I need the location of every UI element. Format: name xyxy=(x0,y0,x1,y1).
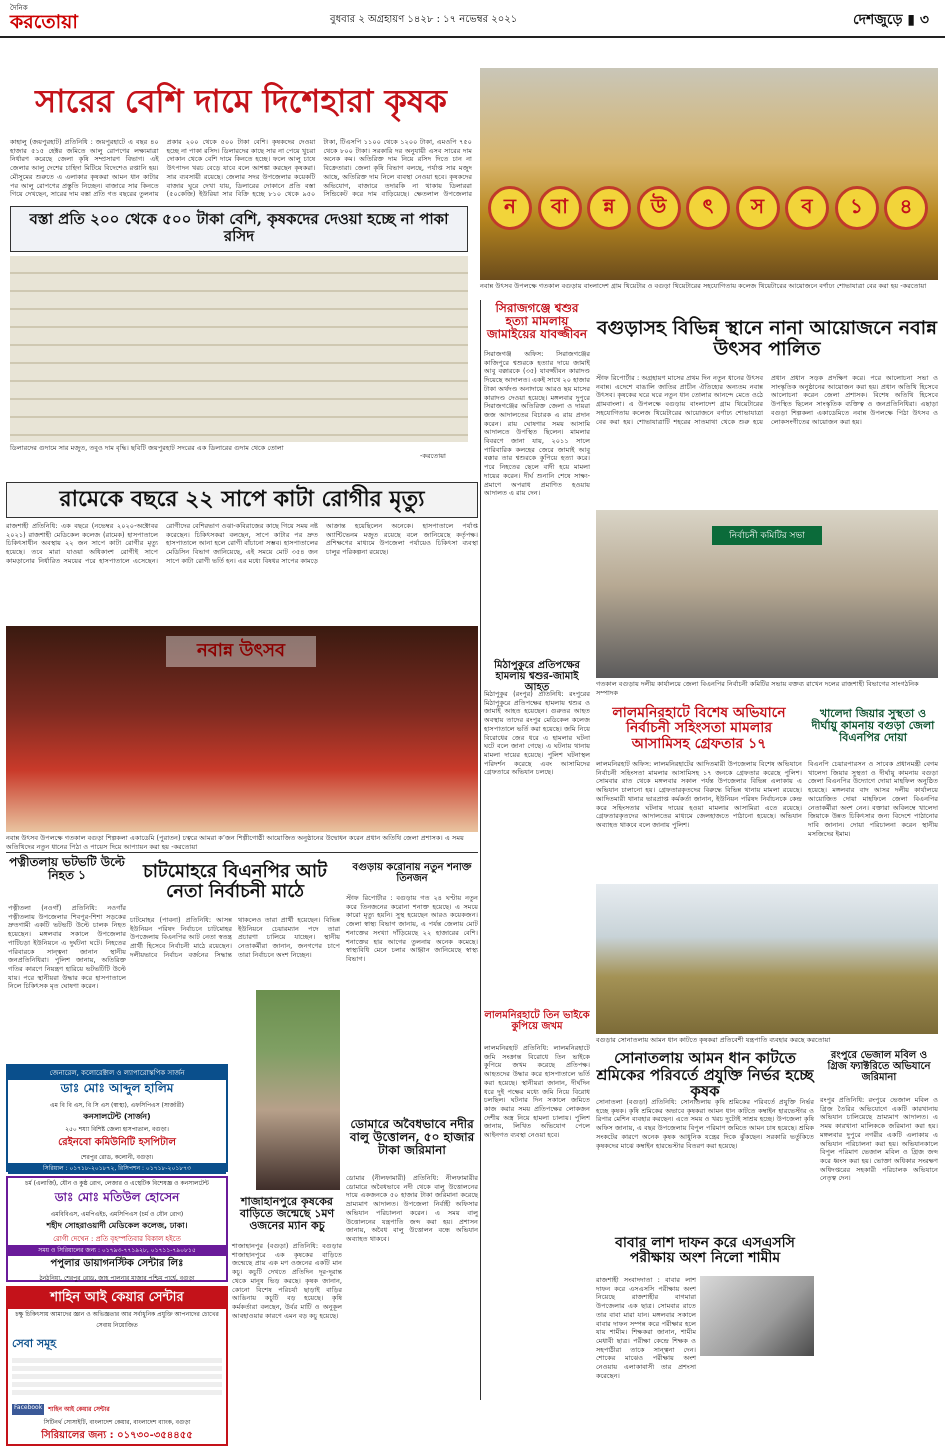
letter-board: স xyxy=(736,186,780,230)
letter-board: ন xyxy=(488,186,532,230)
letter-board: উ xyxy=(637,186,681,230)
story2-body: রাজশাহী প্রতিনিধি: এক বছরে (নভেম্বর ২০২০-অক্টোবর ২০২১) রাজশাহী মেডিকেল কলেজ (রামেক) হাসপাতালে চিকিৎসাধীন অবস্থায় ২২ জন সাপে কাটা রোগীর মৃত্যু হয়েছে। তবে মারা যাওয়া অধিকাংশ রোগীই সাপে কামড়ানোর নির্ধারিত সময়ের পরে হাসপাতালে এসেছেন। রোগীদের বেশিরভাগ ওঝা-কবিরাজের কাছে গিয়ে সময় নষ্ট করেছেন। চিকিৎসকরা বলছেন, সাপে কাটার পর দ্রুত হাসপাতালে আনা হলে রোগী বাঁচানো সম্ভব। হাসপাতালের মেডিসিন বিভাগ জানিয়েছে, এই সময়ে মোট ৩৫৪ জন সাপে কাটা রোগী ভর্তি হন। এর মধ্যে বিষধর সাপের কামড়ে আক্রান্ত হয়েছিলেন অনেকে। হাসপাতালে পর্যাপ্ত অ্যান্টিভেনম মজুত রয়েছে বলে জানিয়েছে কর্তৃপক্ষ। প্রশিক্ষণের মাধ্যমে উপজেলা পর্যায়েও চিকিৎসা ব্যবস্থা চালুর পরিকল্পনা রয়েছে। xyxy=(6,522,478,565)
story2-headline[interactable]: রামেকে বছরে ২২ সাপে কাটা রোগীর মৃত্যু xyxy=(59,486,425,512)
lead-body: কাহালু (জয়পুরহাট) প্রতিনিধি : জয়পুরহাটে এ বছর ৪০ হাজার ৫১৫ হেক্টর জমিতে আলু রোপণের লক্ষ্যমাত্রা নির্ধারণ করেছে জেলা কৃষি সম্প্রসারণ বিভাগ। এই জেলার আলু দেশের চাহিদা মিটিয়ে বিদেশেও রপ্তানি হয়। মৌসুমের শুরুতে এ এলাকার কৃষকরা আমন ধান কাটার পর আলু রোপণের প্রস্তুতি নিচ্ছেন। বাজারে সার কিনতে গিয়ে দেখছেন, সারের দাম বস্তা প্রতি গত বছরের তুলনায় প্রকার ২০০ থেকে ৫০০ টাকা বেশি। কৃষকদের দেওয়া হচ্ছে না পাকা রসিদ। ডিলারদের কাছে সার না পেয়ে খুচরা দোকান থেকে বেশি দামে কিনতে হচ্ছে। ফলে আলু চাষে উৎপাদন খরচ বেড়ে যাবে বলে আশঙ্কা করছেন কৃষকরা। সার ব্যবসায়ী রয়েছে। জেলার সদর উপজেলার কয়েকটি বাজার ঘুরে দেখা যায়, ডিলারের দোকানে প্রতি বস্তা (৫০কেজি) ইউরিয়া সার বিক্রি হচ্ছে ৮১০ থেকে ৯৫০ টাকা, টিএসপি ১১০০ থেকে ১২০০ টাকা, এমওপি ৭৫০ থেকে ৮০০ টাকা। সরকারি দর অনুযায়ী এসব সারের দাম অনেক কম। অতিরিক্ত দাম নিয়ে রসিদ দিতে চান না বিক্রেতারা। জেলা কৃষি বিভাগ বলছে, পর্যাপ্ত সার মজুদ আছে, অতিরিক্ত দাম নিলে ব্যবস্থা নেওয়া হবে। কৃষকদের অভিযোগ, বাজারে তদারকি না থাকায় ডিলাররা সিন্ডিকেট করে দাম বাড়িয়েছে। ক্ষেতলাল উপজেলার xyxy=(10,138,472,199)
shamim-headline[interactable]: বাবার লাশ দাফন করে এসএসসি পরীক্ষায় অংশ নিলো শামীম xyxy=(615,1235,795,1267)
siraj-headline[interactable]: সিরাজগঞ্জে শ্বশুর হত্যা মামলায় জামাইয়ের যাবজ্জীবন xyxy=(486,301,588,342)
shamim-body: রাজশাহী সংবাদদাতা : বাবার লাশ দাফন করে এসএসসি পরীক্ষায় অংশ নিয়েছে রাজশাহীর বাগমারা উপজেলার এক ছাত্র। সোমবার রাতে তার বাবা মারা যান। মঙ্গলবার সকালে বাবার দাফন সম্পন্ন করে পরীক্ষার হলে যায় শামীম। শিক্ষকরা জানান, শামীম মেধাবী ছাত্র। পরীক্ষা কেন্দ্রে শিক্ষক ও সহপাঠীরা তাকে সান্ত্বনা দেন। শোকের মাঝেও পরীক্ষায় অংশ নেওয়ায় এলাকাবাসী তার প্রশংসা করেছেন। xyxy=(596,1276,696,1380)
nabanna-headline[interactable]: বগুড়াসহ বিভিন্ন স্থানে নানা আয়োজনে নবান্ন উৎসব পালিত xyxy=(596,317,938,360)
ad-eye-care[interactable]: শাহিন আই কেয়ার সেন্টার চক্ষু চিকিৎসায় আমাদের জ্ঞান ও অভিজ্ঞতার আর সর্বাধুনিক প্রযুক্তি আপনাদের চোখের সেবায় নিয়োজিত সেবা সমূহ Facebook শাহিন আই কেয়ার সেন্টার সিটিনর্থ সোসাইটি, বাংলাদেশ কেয়ার, বাংলাদেশ ব্যাংক, বগুড়া সিরিয়ালের জন্য : ০১৭৩০-৩৫৪৪৫৫ xyxy=(6,1286,228,1446)
farm-body: সোনাতলা (বগুড়া) প্রতিনিধি: সোনাতলায় কৃষি শ্রমিকের পরিবর্তে প্রযুক্তি নির্ভর হচ্ছে কৃষক। কৃষি শ্রমিকের অভাবে কৃষকরা আমন ধান কাটতে কম্বাইন হারভেস্টার ও রিপার মেশিন ব্যবহার করছেন। এতে সময় ও খরচ দুটোই সাশ্রয় হচ্ছে। উপজেলা কৃষি অফিস জানায়, এ বছর উপজেলায় বিপুল পরিমাণ জমিতে আমন চাষ হয়েছে। শ্রমিক সংকটের কারণে অনেক কৃষক আধুনিক যন্ত্রের দিকে ঝুঁকছেন। সরকারি ভর্তুকিতে কৃষকদের মাঝে কম্বাইন হারভেস্টার বিতরণ করা হয়েছে। xyxy=(596,1098,814,1150)
meeting-banner: নির্বাচনী কমিটির সভা xyxy=(712,526,822,545)
fertilizer-warehouse-photo[interactable] xyxy=(10,256,468,442)
letter-board: ১ xyxy=(835,186,879,230)
mithapukur-body: মিঠাপুকুর (রংপুর) প্রতিনিধি: রংপুরের মিঠাপুকুরে প্রতিপক্ষের হামলায় শ্বশুর ও জামাই আহত হয়েছেন। গুরুতর আহত অবস্থায় তাদের রংপুর মেডিকেল কলেজ হাসপাতালে ভর্তি করা হয়েছে। জমি নিয়ে বিরোধের জের ধরে এ হামলার ঘটনা ঘটে বলে জানা গেছে। এ ঘটনায় থানায় মামলা দায়ের হয়েছে। পুলিশ ঘটনাস্থল পরিদর্শন করেছে এবং আসামিদের গ্রেফতারে অভিযান চলছে। xyxy=(484,690,590,777)
ad-surgeon[interactable]: জেনারেল, কলোরেক্টাল ও ল্যাপারোস্কপিক সার্জন ডাঃ মোঃ আব্দুল হালিম এম বি বি এস, বি সি এস (স্বাস্থ্য), এফসিপিএস (সার্জারী) কনসালটেন্ট (সার্জন) ২৫০ শয্যা বিশিষ্ট জেলা হাসপাতাল, বগুড়া। রেইনবো কমিউনিটি হসপিটাল শেরপুর রোড, কলোনী, বগুড়া। সিরিয়াল : ০১৭১৮-২০১৮৭২, রিসিপশন : ০১৭১৮-২০১৮৭৩ xyxy=(6,1064,228,1172)
lead-photo-caption: ডিলারদের গুদামে সার মজুত, তবুও দাম বৃদ্ধি। ছবিটি জয়পুরহাট সদরের এক ডিলারের গুদাম থেকে তোলা xyxy=(10,444,284,452)
newspaper-logo: দৈনিক করতোয়া xyxy=(10,4,78,33)
nabanna-letter-boards xyxy=(488,186,928,256)
lead-headline[interactable]: সারের বেশি দামে দিশেহারা কৃষক xyxy=(35,82,447,120)
shamim-body-cont xyxy=(700,1360,814,1442)
nabanna-rally-photo[interactable] xyxy=(480,68,938,280)
corona-body: স্টাফ রিপোর্টার : বগুড়ায় গত ২৪ ঘণ্টায় নতুন করে তিনজনের করোনা শনাক্ত হয়েছে। এ সময়ে কারো মৃত্যু হয়নি। সুস্থ হয়েছেন আরও কয়েকজন। জেলা স্বাস্থ্য বিভাগ জানায়, এ পর্যন্ত জেলায় মোট শনাক্তের সংখ্যা দাঁড়িয়েছে ২২ হাজারের বেশি। শনাক্তের হার আগের তুলনায় অনেক কমেছে। স্বাস্থ্যবিধি মেনে চলার আহ্বান জানিয়েছে স্বাস্থ্য বিভাগ। xyxy=(346,894,478,963)
lead-subhead-box xyxy=(10,206,468,252)
nabanna-body: স্টাফ রিপোর্টার : অগ্রহায়ণ মাসের প্রথম দিন নতুন ধানের উৎসব নবান্ন। এদেশে বাঙালি জাতির প্রাচীন ঐতিহ্যের অন্যতম নবান্ন উৎসব। কৃষকের ঘরে ঘরে নতুন ধান তোলার আনন্দে মেতে ওঠে গ্রামবাংলা। এ উপলক্ষে বগুড়ায় বাংলাদেশ গ্রাম থিয়েটারের সহযোগিতায় কলেজ থিয়েটারের আয়োজনে বর্ণাঢ্য শোভাযাত্রা বের করা হয়। শোভাযাত্রাটি শহরের সাতমাথা থেকে শুরু হয়ে প্রধান প্রধান সড়ক প্রদক্ষিণ করে। পরে আলোচনা সভা ও সাংস্কৃতিক অনুষ্ঠানের আয়োজন করা হয়। প্রধান অতিথি হিসেবে আলোচনা করেন জেলা প্রশাসক। বিশেষ অতিথি হিসেবে উপস্থিত ছিলেন সাংস্কৃতিক ব্যক্তিত্ব ও জনপ্রতিনিধিরা। এছাড়া বগুড়া শিল্পকলা একাডেমিতে নবান্ন উপলক্ষে পিঠা উৎসব ও লোকসংগীতের আয়োজন করা হয়। xyxy=(596,374,938,426)
lower-rule xyxy=(6,852,478,853)
exam-hall-photo[interactable] xyxy=(700,1276,814,1356)
section-label: দেশজুড়ে ▮ ৩ xyxy=(852,12,929,28)
farm-headline[interactable]: সোনাতলায় আমন ধান কাটতে শ্রমিকের পরিবর্তে প্রযুক্তি নির্ভর হচ্ছে কৃষক xyxy=(596,1049,814,1100)
kochu-body: শাজাহানপুর (বগুড়া) প্রতিনিধি: বগুড়ার শাজাহানপুরে এক কৃষকের বাড়িতে জন্মেছে প্রায় এক মণ ওজনের একটি মান কচু। কচুটি দেখতে প্রতিদিন দূর-দূরান্ত থেকে মানুষ ভিড় করছে। কৃষক জানান, কোনো বিশেষ পরিচর্যা ছাড়াই বাড়ির আঙিনায় কচুটি বড় হয়েছে। কৃষি কর্মকর্তারা বলছেন, উর্বর মাটি ও অনুকূল আবহাওয়ার কারণে এমন বড় কচু হয়েছে। xyxy=(232,1242,342,1320)
facebook-badge[interactable]: Facebook শাহিন আই কেয়ার সেন্টার xyxy=(14,1404,110,1413)
eye-care-services-list xyxy=(12,1358,222,1398)
patni-body: পত্নীতলা (নওগাঁ) প্রতিনিধি: নওগাঁর পত্নীতলায় উপজেলার শিবপুর-শিশা সড়কের দ্রুতগামী একটি ভটভটি উল্টে চালক নিহত হয়েছেন। মঙ্গলবার সকালে উপজেলার পাটিচড়া ইউনিয়নে এ দুর্ঘটনা ঘটে। নিহতের পরিবারকে সান্ত্বনা জানান স্থানীয় জনপ্রতিনিধিরা। পুলিশ জানায়, অতিরিক্ত গতির কারণে নিয়ন্ত্রণ হারিয়ে ভটভটিটি উল্টে যায়। পরে স্থানীয়রা উদ্ধার করে হাসপাতালে নিলে চিকিৎসক মৃত ঘোষণা করেন। xyxy=(8,904,126,991)
top-photo-caption: নবান্ন উৎসব উপলক্ষে গতকাল বগুড়ায় বাংলাদেশ গ্রাম থিয়েটার ও বগুড়া থিয়েটারের সহযোগিতায় কলেজ থিয়েটারের আয়োজনে বর্ণাঢ্য শোভাযাত্রা বের করা হয় -করতোয়া xyxy=(480,282,927,290)
arrest-body: লালমনিরহাট অফিস: লালমনিরহাটের আদিতমারী উপজেলায় বিশেষ অভিযানে নির্বাচনী সহিংসতা মামলার আসামিসহ ১৭ জনকে গ্রেফতার করেছে পুলিশ। সোমবার রাত থেকে মঙ্গলবার সকাল পর্যন্ত উপজেলার বিভিন্ন এলাকায় এ অভিযান চালানো হয়। গ্রেফতারকৃতদের বিরুদ্ধে বিভিন্ন থানায় মামলা রয়েছে। আদিতমারী থানার ভারপ্রাপ্ত কর্মকর্তা জানান, ইউনিয়ন পরিষদ নির্বাচনকে কেন্দ্র করে সহিংসতার ঘটনায় দায়ের হওয়া মামলার আসামিরা এতে রয়েছে। গ্রেফতারকৃতদের আদালতের মাধ্যমে জেলহাজতে পাঠানো হয়েছে। অভিযান অব্যাহত থাকবে বলে জানায় পুলিশ। xyxy=(596,760,802,829)
siraj-body: সিরাজগঞ্জ অফিস: সিরাজগঞ্জের কাজিপুরে শ্বশুরকে হত্যার দায়ে জামাই আবু বক্কারকে (৩৫) যাবজ্জীবন কারাদণ্ড দিয়েছে আদালত। একই সাথে ২০ হাজার টাকা অর্থদণ্ড অনাদায়ে আরও ছয় মাসের কারাদণ্ড দেওয়া হয়েছে। মঙ্গলবার দুপুরে সিরাজগঞ্জের অতিরিক্ত জেলা ও দায়রা জজ আদালতের বিচারক এ রায় প্রদান করেন। রায় ঘোষণার সময় আসামি আদালতে উপস্থিত ছিলেন। মামলার বিবরণে জানা যায়, ২০১১ সালে পারিবারিক কলহের জেরে জামাই আবু বক্কার তার শ্বশুরকে কুপিয়ে হত্যা করে। পরে নিহতের ছেলে বাদী হয়ে মামলা দায়ের করেন। দীর্ঘ শুনানি শেষে সাক্ষ্য-প্রমাণে অপরাধ প্রমাণিত হওয়ায় আদালত এ রায় দেন। xyxy=(484,350,590,498)
ad-dermatologist[interactable]: চর্ম (এলার্জি), যৌন ও কুষ্ঠ রোগ, লেজার ও এস্থেটিক বিশেষজ্ঞ ও কনসালটেন্ট ডাঃ মোঃ মতিউল হোসেন এমবিবিএস, এমপিএইচ, এমসিপিএস (চর্ম ও যৌন রোগ) শহীদ সোহরাওয়ার্দী মেডিকেল কলেজ, ঢাকা। রোগী দেখেন : প্রতি বৃহস্পতিবার বিকাল হইতে সময় ও সিরিয়ালের জন্য : ০১৭৯৩-৭৭১৯২৮, ০১৭১১-৭৯০৮১৫ পপুলার ডায়াগনস্টিক সেন্টার লিঃ ঠনঠনিয়া, শেরপুর রোড, জাহ পালনার মাজার পশ্চিম পার্শ্বে, বগুড়া xyxy=(6,1176,228,1282)
mithapukur-headline[interactable]: মিঠাপুকুরে প্রতিপক্ষের হামলায় শ্বশুর-জামাই আহত xyxy=(494,660,580,693)
lead-photo-credit: -করতোয়া xyxy=(420,452,446,460)
nabanna-stage-photo[interactable] xyxy=(6,626,478,832)
story2-headline-box xyxy=(6,482,478,518)
stage-banner: নবান্ন উৎসব xyxy=(166,636,316,667)
letter-board: বা xyxy=(538,186,582,230)
corona-headline[interactable]: বগুড়ায় করোনায় নতুন শনাক্ত তিনজন xyxy=(352,862,472,884)
chat-headline[interactable]: চাটমোহরে বিএনপির আট নেতা নির্বাচনী মাঠে xyxy=(143,861,327,902)
duma-headline[interactable]: ডোমারে অবৈধভাবে নদীর বালু উত্তোলন, ৫০ হাজার টাকা জরিমানা xyxy=(349,1117,475,1158)
rangpur-body: রংপুর প্রতিনিধি: রংপুরে ভেজাল মবিল ও গ্রিজ তৈরির অভিযোগে একটি কারখানায় অভিযান চালিয়েছে ভ্রাম্যমাণ আদালত। এ সময় কারখানা মালিককে জরিমানা করা হয়। মঙ্গলবার দুপুরে নগরীর একটি এলাকায় এ অভিযান পরিচালনা করা হয়। অভিযানকালে বিপুল পরিমাণ ভেজাল মবিল ও গ্রিজ জব্দ করে ধ্বংস করা হয়। ভোক্তা অধিকার সংরক্ষণ অধিদপ্তরের সহকারী পরিচালক অভিযানে নেতৃত্ব দেন। xyxy=(820,1096,938,1183)
lalmonir-headline[interactable]: লালমনিরহাটে তিন ভাইকে কুপিয়ে জখম xyxy=(484,1010,590,1032)
masthead xyxy=(0,0,945,38)
bnp-photo-caption: গতকাল বগুড়ায় দলীয় কার্যালয়ে জেলা বিএনপির নির্বাচনী কমিটির সভায় বক্তব্য রাখেন দলের রাজশাহী বিভাগের সাংগঠনিক সম্পাদক xyxy=(596,680,919,697)
khaleda-headline[interactable]: খালেদা জিয়ার সুস্থতা ও দীর্ঘায়ু কামনায় বগুড়া জেলা বিএনপির দোয়া xyxy=(811,707,935,745)
farm-photo-caption: বগুড়ার সোনাতলায় আমন ধান কাটতে কৃষকরা প্রতিবেশী যন্ত্রপাতি ব্যবহার করছে করতোয়া xyxy=(596,1036,831,1044)
harvest-machine-photo[interactable] xyxy=(596,884,938,1034)
story2-photo-caption: নবান্ন উৎসব উপলক্ষে গতকাল বগুড়া শিল্পকলা একাডেমি (পুরাতন) চত্বরে আমরা ক’জন শিল্পীগোষ্ঠী আয়োজিত অনুষ্ঠানের উদ্বোধন করেন প্রধান অতিথি জেলা প্রশাসক। এ সময় অতিথিদের নতুন ধানের পিঠা ও পায়েস দিয়ে আপ্যায়ন করা হয় -করতোয়া xyxy=(6,834,464,851)
letter-board: ৪ xyxy=(884,186,928,230)
dateline: বুধবার ২ অগ্রহায়ণ ১৪২৮ : ১৭ নভেম্বর ২০২১ xyxy=(330,14,518,25)
lalmonir-body: লালমনিরহাট প্রতিনিধি: লালমনিরহাটে জমি সংক্রান্ত বিরোধে তিন ভাইকে কুপিয়ে জখম করেছে প্রতিপক্ষ। আহতদের উদ্ধার করে হাসপাতালে ভর্তি করা হয়েছে। স্থানীয়রা জানান, দীর্ঘদিন ধরে দুই পক্ষের মধ্যে জমি নিয়ে বিরোধ চলছিল। ঘটনার দিন সকালে জমিতে কাজ করার সময় প্রতিপক্ষের লোকজন দেশীয় অস্ত্র নিয়ে হামলা চালায়। পুলিশ জানায়, লিখিত অভিযোগ পেলে আইনগত ব্যবস্থা নেওয়া হবে। xyxy=(484,1044,590,1140)
kochu-headline[interactable]: শাজাহানপুরে কৃষকের বাড়িতে জন্মেছে ১মণ ওজনের ম্যান কচু xyxy=(239,1195,335,1233)
letter-board: ৎ xyxy=(686,186,730,230)
arrest-headline[interactable]: লালমনিরহাটে বিশেষ অভিযানে নির্বাচনী সহিংসতা মামলার আসামিসহ গ্রেফতার ১৭ xyxy=(612,705,786,752)
duma-body: ডোমার (নীলফামারী) প্রতিনিধি: নীলফামারীর ডোমারে অবৈধভাবে নদী থেকে বালু উত্তোলনের দায়ে একজনকে ৫০ হাজার টাকা জরিমানা করেছে ভ্রাম্যমাণ আদালত। উপজেলা নির্বাহী অফিসার অভিযান পরিচালনা করেন। এ সময় বালু উত্তোলনের যন্ত্রপাতি জব্দ করা হয়। প্রশাসন জানায়, অবৈধ বালু উত্তোলন বন্ধে অভিযান অব্যাহত থাকবে। xyxy=(346,1174,478,1243)
chat-body: চাটমোহর (পাবনা) প্রতিনিধি: আসন্ন ইউনিয়ন পরিষদ নির্বাচনে চাটমোহর উপজেলায় বিএনপির আট নেতা স্বতন্ত্র প্রার্থী হিসেবে নির্বাচনী মাঠে রয়েছেন। দলীয়ভাবে নির্বাচন বর্জনের সিদ্ধান্ত থাকলেও তারা প্রার্থী হয়েছেন। বিভিন্ন ইউনিয়নে চেয়ারম্যান পদে তারা প্রচারণা চালিয়ে যাচ্ছেন। স্থানীয় নেতাকর্মীরা জানান, জনগণের চাপে তারা নির্বাচনে অংশ নিচ্ছেন। xyxy=(130,916,340,959)
khaleda-body: বিএনপি চেয়ারপারসন ও সাবেক প্রধানমন্ত্রী বেগম খালেদা জিয়ার সুস্থতা ও দীর্ঘায়ু কামনায় বগুড়া জেলা বিএনপির উদ্যোগে দোয়া মাহফিল অনুষ্ঠিত হয়েছে। মঙ্গলবার বাদ আসর দলীয় কার্যালয়ে আয়োজিত দোয়া মাহফিলে জেলা বিএনপির নেতাকর্মীরা অংশ নেন। বক্তারা অবিলম্বে খালেদা জিয়াকে উন্নত চিকিৎসার জন্য বিদেশে পাঠানোর দাবি জানান। দোয়া পরিচালনা করেন স্থানীয় মসজিদের ইমাম। xyxy=(808,760,938,838)
bnp-meeting-photo[interactable] xyxy=(596,510,938,678)
patni-headline[interactable]: পত্নীতলায় ভটভটি উল্টে নিহত ১ xyxy=(9,855,125,883)
rangpur-headline[interactable]: রংপুরে ভেজাল মবিল ও গ্রিজ ফ্যাক্টরিতে অভিযানে জরিমানা xyxy=(827,1050,931,1083)
letter-board: ন্ন xyxy=(587,186,631,230)
column-rule xyxy=(480,300,481,1400)
lead-subhead: বস্তা প্রতি ২০০ থেকে ৫০০ টাকা বেশি, কৃষকদের দেওয়া হচ্ছে না পাকা রসিদ xyxy=(29,210,449,245)
man-kochu-photo[interactable] xyxy=(256,990,340,1190)
letter-board: ব xyxy=(785,186,829,230)
